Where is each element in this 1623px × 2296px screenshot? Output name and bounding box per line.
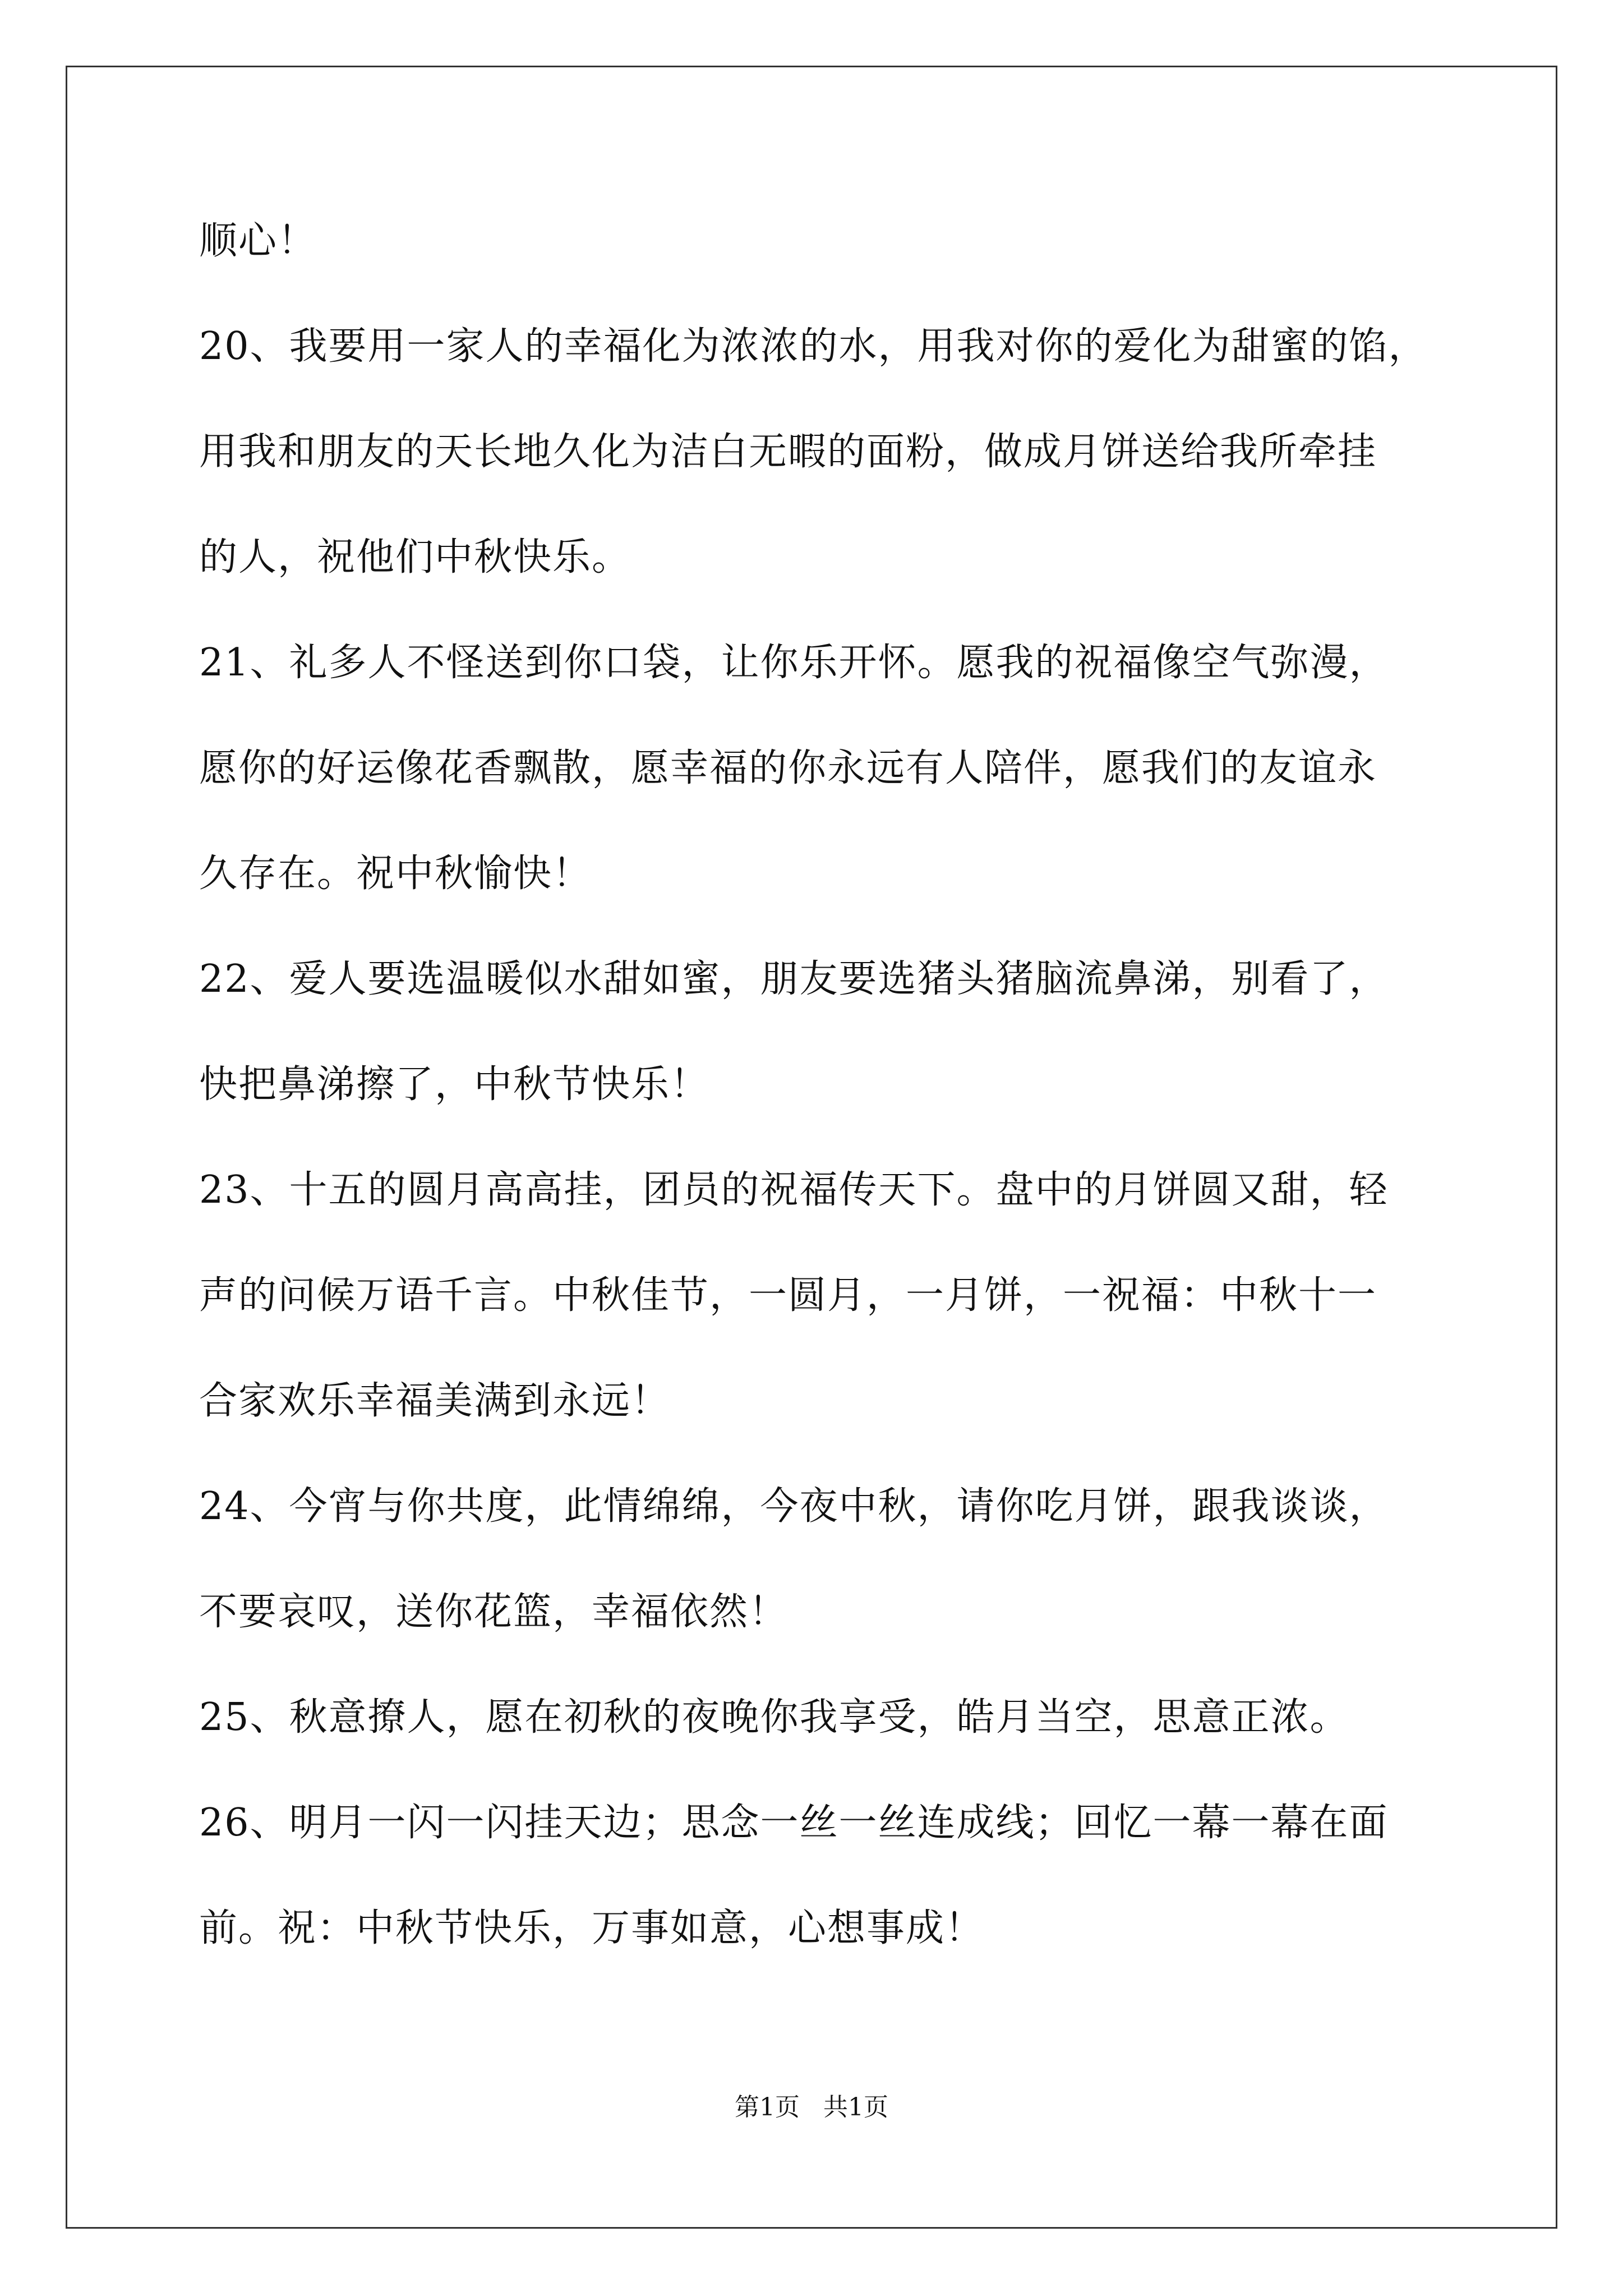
- document-body: [199, 219, 1455, 2015]
- text-line: 顺心！: [199, 219, 317, 263]
- text-line: 25、秋意撩人，愿在初秋的夜晚你我享受，皓月当空，思意正浓。: [199, 1695, 1349, 1740]
- text-line: 愿你的好运像花香飘散，愿幸福的你永远有人陪伴，愿我们的友谊永: [199, 746, 1377, 790]
- text-line: 22、爱人要选温暖似水甜如蜜，朋友要选猪头猪脑流鼻涕，别看了，: [199, 957, 1389, 1001]
- text-line: 用我和朋友的天长地久化为洁白无暇的面粉，做成月饼送给我所牵挂: [199, 430, 1377, 474]
- text-line: 23、十五的圆月高高挂，团员的祝福传天下。盘中的月饼圆又甜，轻: [199, 1168, 1389, 1212]
- text-line: 21、礼多人不怪送到你口袋，让你乐开怀。愿我的祝福像空气弥漫，: [199, 641, 1389, 685]
- text-line: 20、我要用一家人的幸福化为浓浓的水，用我对你的爱化为甜蜜的馅，: [199, 324, 1428, 369]
- text-line: 久存在。祝中秋愉快！: [199, 852, 592, 896]
- text-line: 声的问候万语千言。中秋佳节，一圆月，一月饼，一祝福：中秋十一: [199, 1273, 1377, 1318]
- text-line: 24、今宵与你共度，此情绵绵，今夜中秋，请你吃月饼，跟我谈谈，: [199, 1484, 1389, 1529]
- text-line: 的人，祝他们中秋快乐。: [199, 535, 631, 579]
- text-line: 前。祝：中秋节快乐，万事如意，心想事成！: [199, 1906, 985, 1950]
- text-line: 不要哀叹，送你花篮，幸福依然！: [199, 1590, 789, 1634]
- text-line: 合家欢乐幸福美满到永远！: [199, 1379, 671, 1423]
- text-line: 26、明月一闪一闪挂天边；思念一丝一丝连成线；回忆一幕一幕在面: [199, 1801, 1389, 1845]
- text-line: 快把鼻涕擦了，中秋节快乐！: [199, 1062, 710, 1107]
- page-footer: 第1页 共1页: [735, 2093, 888, 2122]
